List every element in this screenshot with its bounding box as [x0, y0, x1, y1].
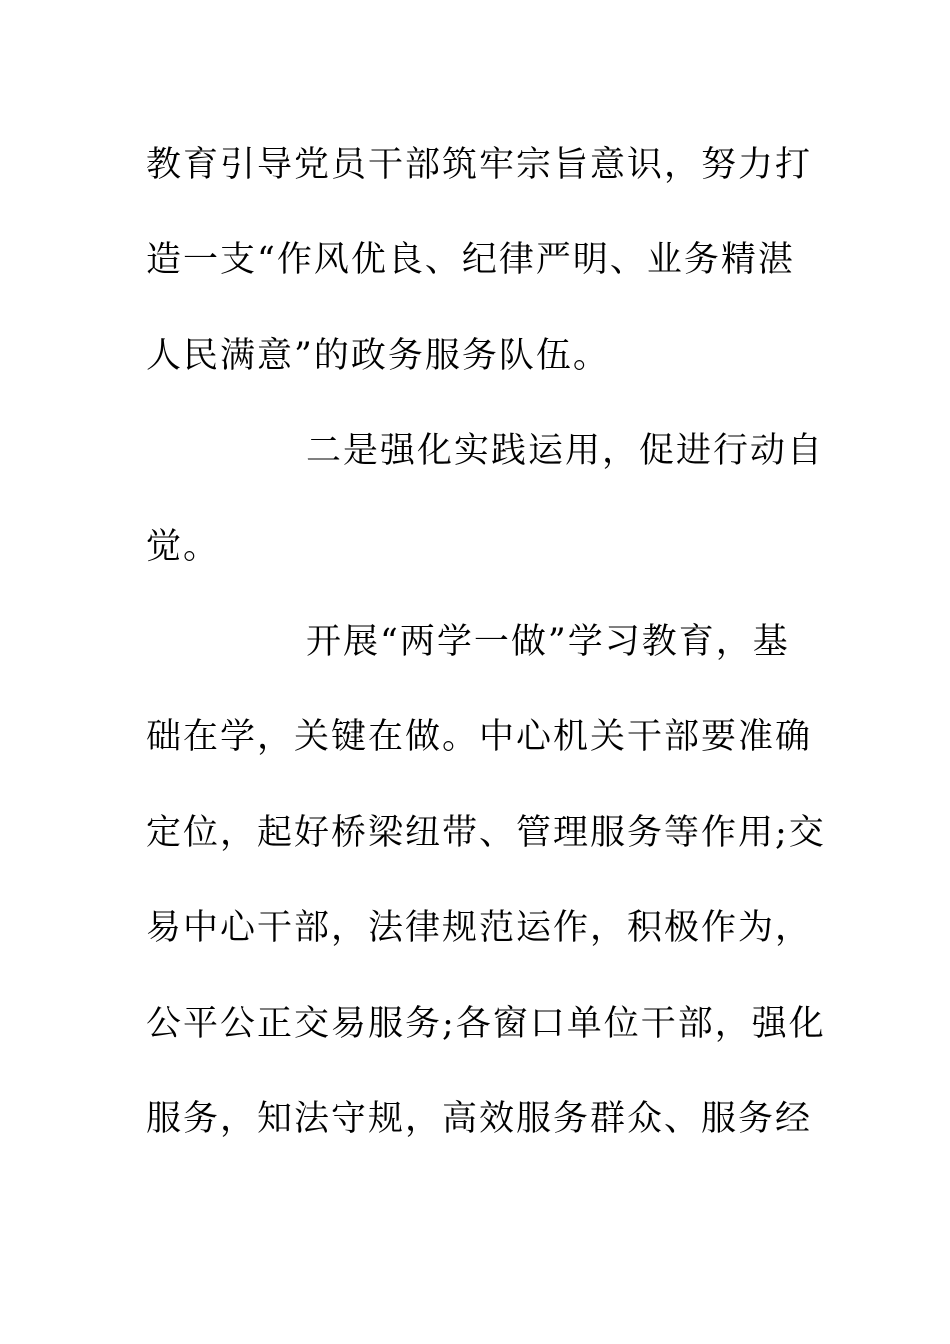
text-line: 公平公正交易服务;各窗口单位干部，强化: [146, 1003, 826, 1044]
text-line: 服务，知法守规，高效服务群众、服务经: [146, 1098, 813, 1139]
text-line: 人民满意”的政务服务队伍。: [146, 335, 610, 376]
text-line: 教育引导党员干部筑牢宗旨意识，努力打: [146, 145, 813, 185]
text-line: 造一支“作风优良、纪律严明、业务精湛: [146, 240, 795, 281]
body-text: [146, 118, 826, 1167]
text-line: 定位，起好桥梁纽带、管理服务等作用;交: [146, 812, 826, 853]
section-heading-line: 二是强化实践运用，促进行动自: [306, 431, 825, 472]
text-line: 易中心干部，法律规范运作，积极作为，: [146, 908, 813, 949]
text-line: 础在学，关键在做。中心机关干部要准确: [146, 717, 813, 758]
text-line: 觉。: [146, 526, 221, 567]
paragraph-start-line: 开展“两学一做”学习教育，基: [306, 621, 790, 662]
